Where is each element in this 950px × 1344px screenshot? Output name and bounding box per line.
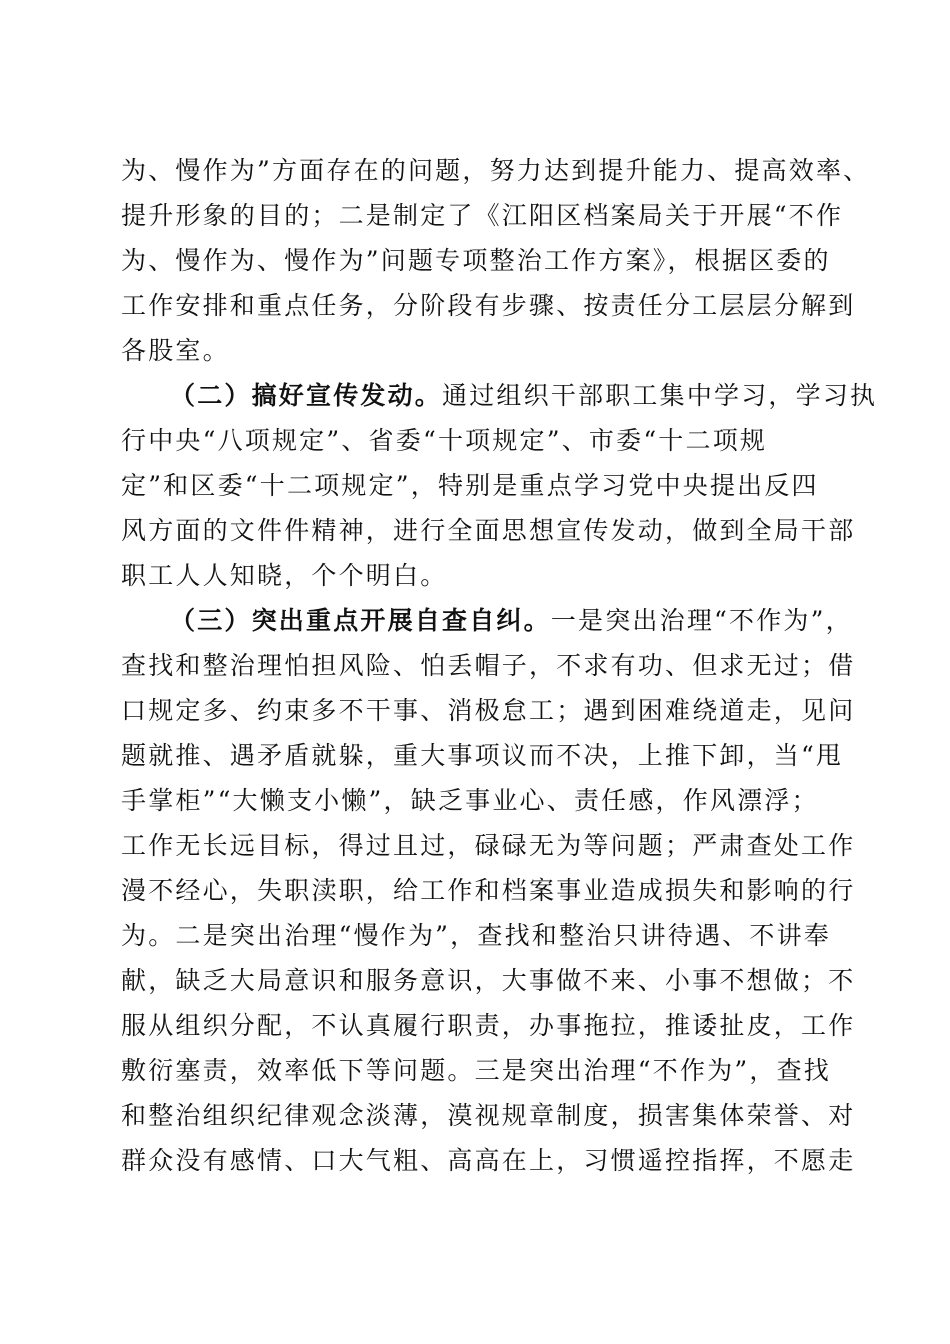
text-line: 提升形象的目的；二是制定了《江阳区档案局关于开展“不作 [121,201,844,230]
text-line: 各股室。 [121,336,230,365]
text-line: 为。二是突出治理“慢作为”，查找和整治只讲待遇、不讲奉 [121,921,831,950]
section-2-heading: （二）搞好宣传发动。 [170,381,443,410]
text-line: 为、慢作为、慢作为”问题专项整治工作方案》，根据区委的 [121,246,831,275]
text-line: 题就推、遇矛盾就躲，重大事项议而不决，上推下卸，当“甩 [121,741,844,770]
section-2-text: 通过组织干部职工集中学习，学习执 [442,381,878,410]
text-line: 口规定多、约束多不干事、消极怠工；遇到困难绕道走，见问 [121,696,856,725]
section-2-first-line [170,373,878,419]
text-line: 工作无长远目标，得过且过，碌碌无为等问题；严肃查处工作 [121,831,856,860]
text-line: 风方面的文件件精神，进行全面思想宣传发动，做到全局干部 [121,516,856,545]
section-3-heading: （三）突出重点开展自查自纠。 [170,606,551,635]
section-3-first-line [170,598,853,644]
text-line: 工作安排和重点任务，分阶段有步骤、按责任分工层层分解到 [121,291,856,320]
text-line: 和整治组织纪律观念淡薄，漠视规章制度，损害集体荣誉、对 [121,1101,856,1130]
text-line: 定”和区委“十二项规定”，特别是重点学习党中央提出反四 [121,471,819,500]
text-line: 行中央“八项规定”、省委“十项规定”、市委“十二项规 [121,426,768,455]
text-line: 手掌柜”“大懒支小懒”，缺乏事业心、责任感，作风漂浮； [121,786,819,815]
text-line: 查找和整治理怕担风险、怕丢帽子，不求有功、但求无过；借 [121,651,856,680]
text-line: 为、慢作为”方面存在的问题，努力达到提升能力、提高效率、 [121,156,871,185]
text-line: 漫不经心，失职渎职，给工作和档案事业造成损失和影响的行 [121,876,856,905]
text-line: 服从组织分配，不认真履行职责，办事拖拉，推诿扯皮，工作 [121,1011,856,1040]
text-line: 献，缺乏大局意识和服务意识，大事做不来、小事不想做；不 [121,966,856,995]
text-line: 群众没有感情、口大气粗、高高在上，习惯遥控指挥，不愿走 [121,1146,856,1175]
section-3-text: 一是突出治理“不作为”， [550,606,853,635]
text-line: 职工人人知晓，个个明白。 [121,561,448,590]
text-line: 敷衍塞责，效率低下等问题。三是突出治理“不作为”，查找 [121,1056,831,1085]
